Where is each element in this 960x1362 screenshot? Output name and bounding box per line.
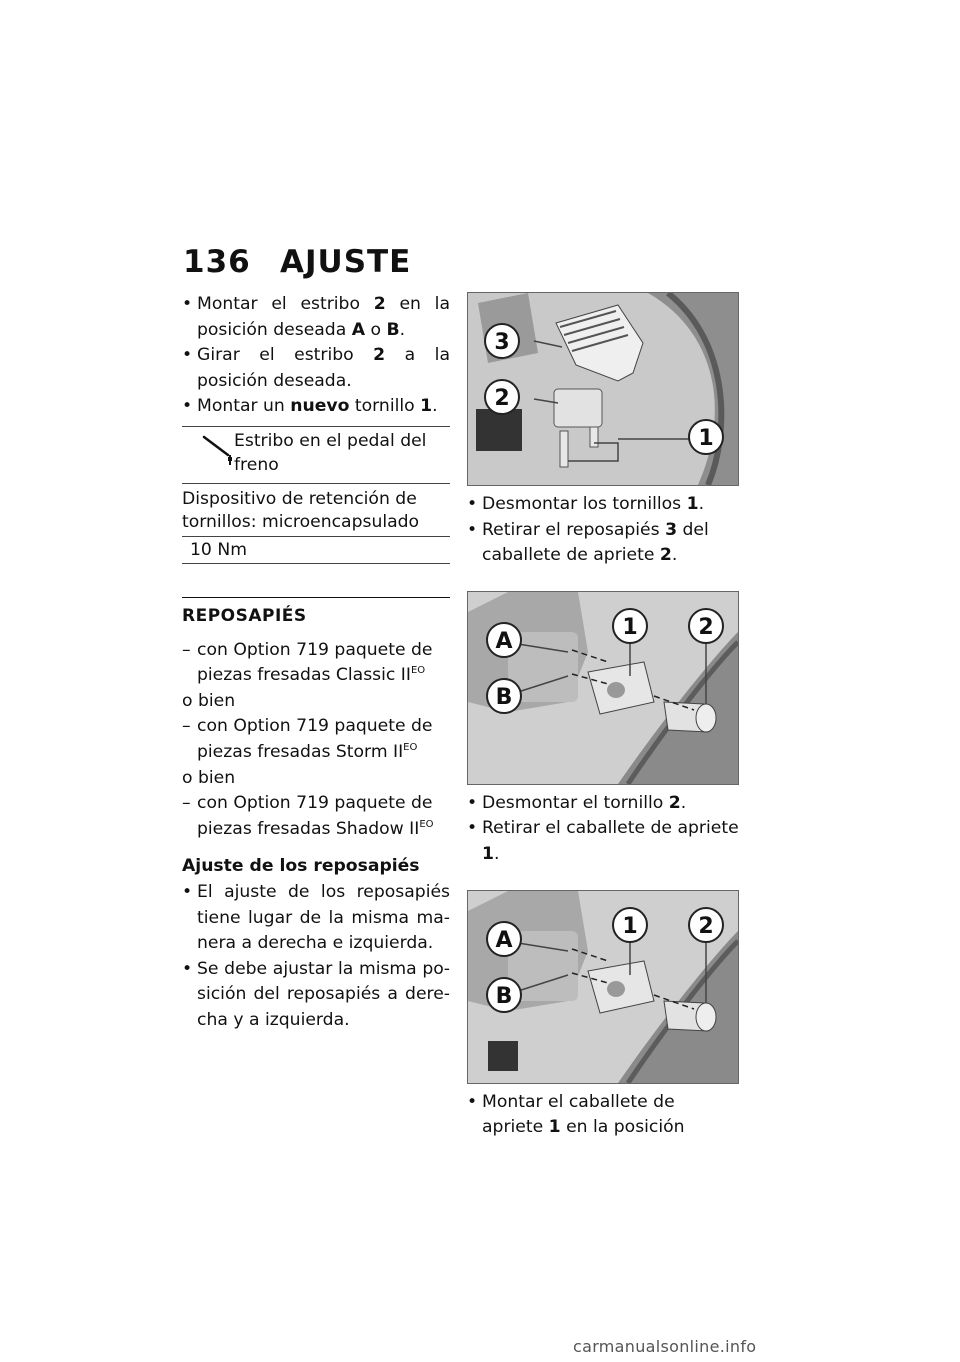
option-list [182, 638, 450, 843]
callout-1: 1 [698, 426, 714, 451]
page-number: 136 [183, 244, 251, 280]
spec-locking-agent: Dispositivo de retención de tornillos: microencapsulado [182, 484, 450, 537]
torque-spec-table [182, 426, 450, 564]
option-or: o bien [182, 767, 236, 788]
instruction-item: • Retirar el reposapiés 3 del caballete de apriete 2. [467, 518, 739, 569]
spec-label: Estribo en el pedal del freno [234, 430, 427, 475]
right-column [467, 292, 739, 1141]
figure-clamp-position [467, 890, 739, 1084]
figure-clamp-bracket [467, 591, 739, 785]
option-item: – con Option 719 paquete de piezas fresadas Storm $II^{EO}$ [182, 714, 450, 765]
left-column [182, 292, 450, 1033]
instruction-item: • Montar un nuevo tornillo 1. [182, 394, 450, 420]
instruction-item: • Desmontar el tornillo 2. [467, 791, 739, 817]
callout-2: 2 [698, 614, 714, 640]
instruction-item: • Retirar el caballete de apriete 1. [467, 816, 739, 867]
clamp-position-illustration [468, 891, 738, 1083]
callout-B: B [495, 684, 513, 710]
section-title: REPOSAPIÉS [182, 597, 450, 630]
callout-1: 1 [622, 913, 638, 939]
instruction-item: • Montar el estribo 2 en la posición deseada A o B. [182, 292, 450, 343]
instruction-item: • Girar el estribo 2 a la posición deseada. [182, 343, 450, 394]
spec-torque-value: 10 Nm [182, 537, 450, 564]
callout-1: 1 [622, 614, 638, 640]
watermark-link[interactable]: carmanualsonline.info [573, 1337, 757, 1356]
callout-3: 3 [494, 330, 510, 355]
callout-2: 2 [494, 386, 510, 411]
page-header [183, 244, 411, 280]
subsection-title: Ajuste de los reposapiés [182, 856, 420, 877]
instruction-item: • Montar el caballete de apriete 1 en la posición [467, 1090, 739, 1141]
instruction-item: • El ajuste de los reposapiés tiene lugar de la misma manera a derecha e izquierda. [182, 880, 450, 957]
figure-footrest [467, 292, 739, 486]
instruction-item: • Desmontar los tornillos 1. [467, 492, 739, 518]
callout-A: A [495, 927, 513, 953]
option-or: o bien [182, 690, 236, 711]
clamp-bracket-illustration [468, 592, 738, 784]
torque-wrench-icon [202, 433, 234, 467]
option-item: – con Option 719 paquete de piezas fresadas Classic $II^{EO}$ [182, 638, 450, 689]
spec-header [182, 427, 450, 484]
callout-2: 2 [698, 913, 714, 939]
callout-B: B [495, 983, 513, 1009]
instruction-item: • Se debe ajustar la misma posición del reposapiés a derecha y a izquierda. [182, 957, 450, 1034]
chapter-title: AJUSTE [280, 244, 412, 280]
footrest-illustration [468, 293, 738, 485]
option-item: – con Option 719 paquete de piezas fresadas Shadow $II^{EO}$ [182, 791, 450, 842]
callout-A: A [495, 628, 513, 654]
